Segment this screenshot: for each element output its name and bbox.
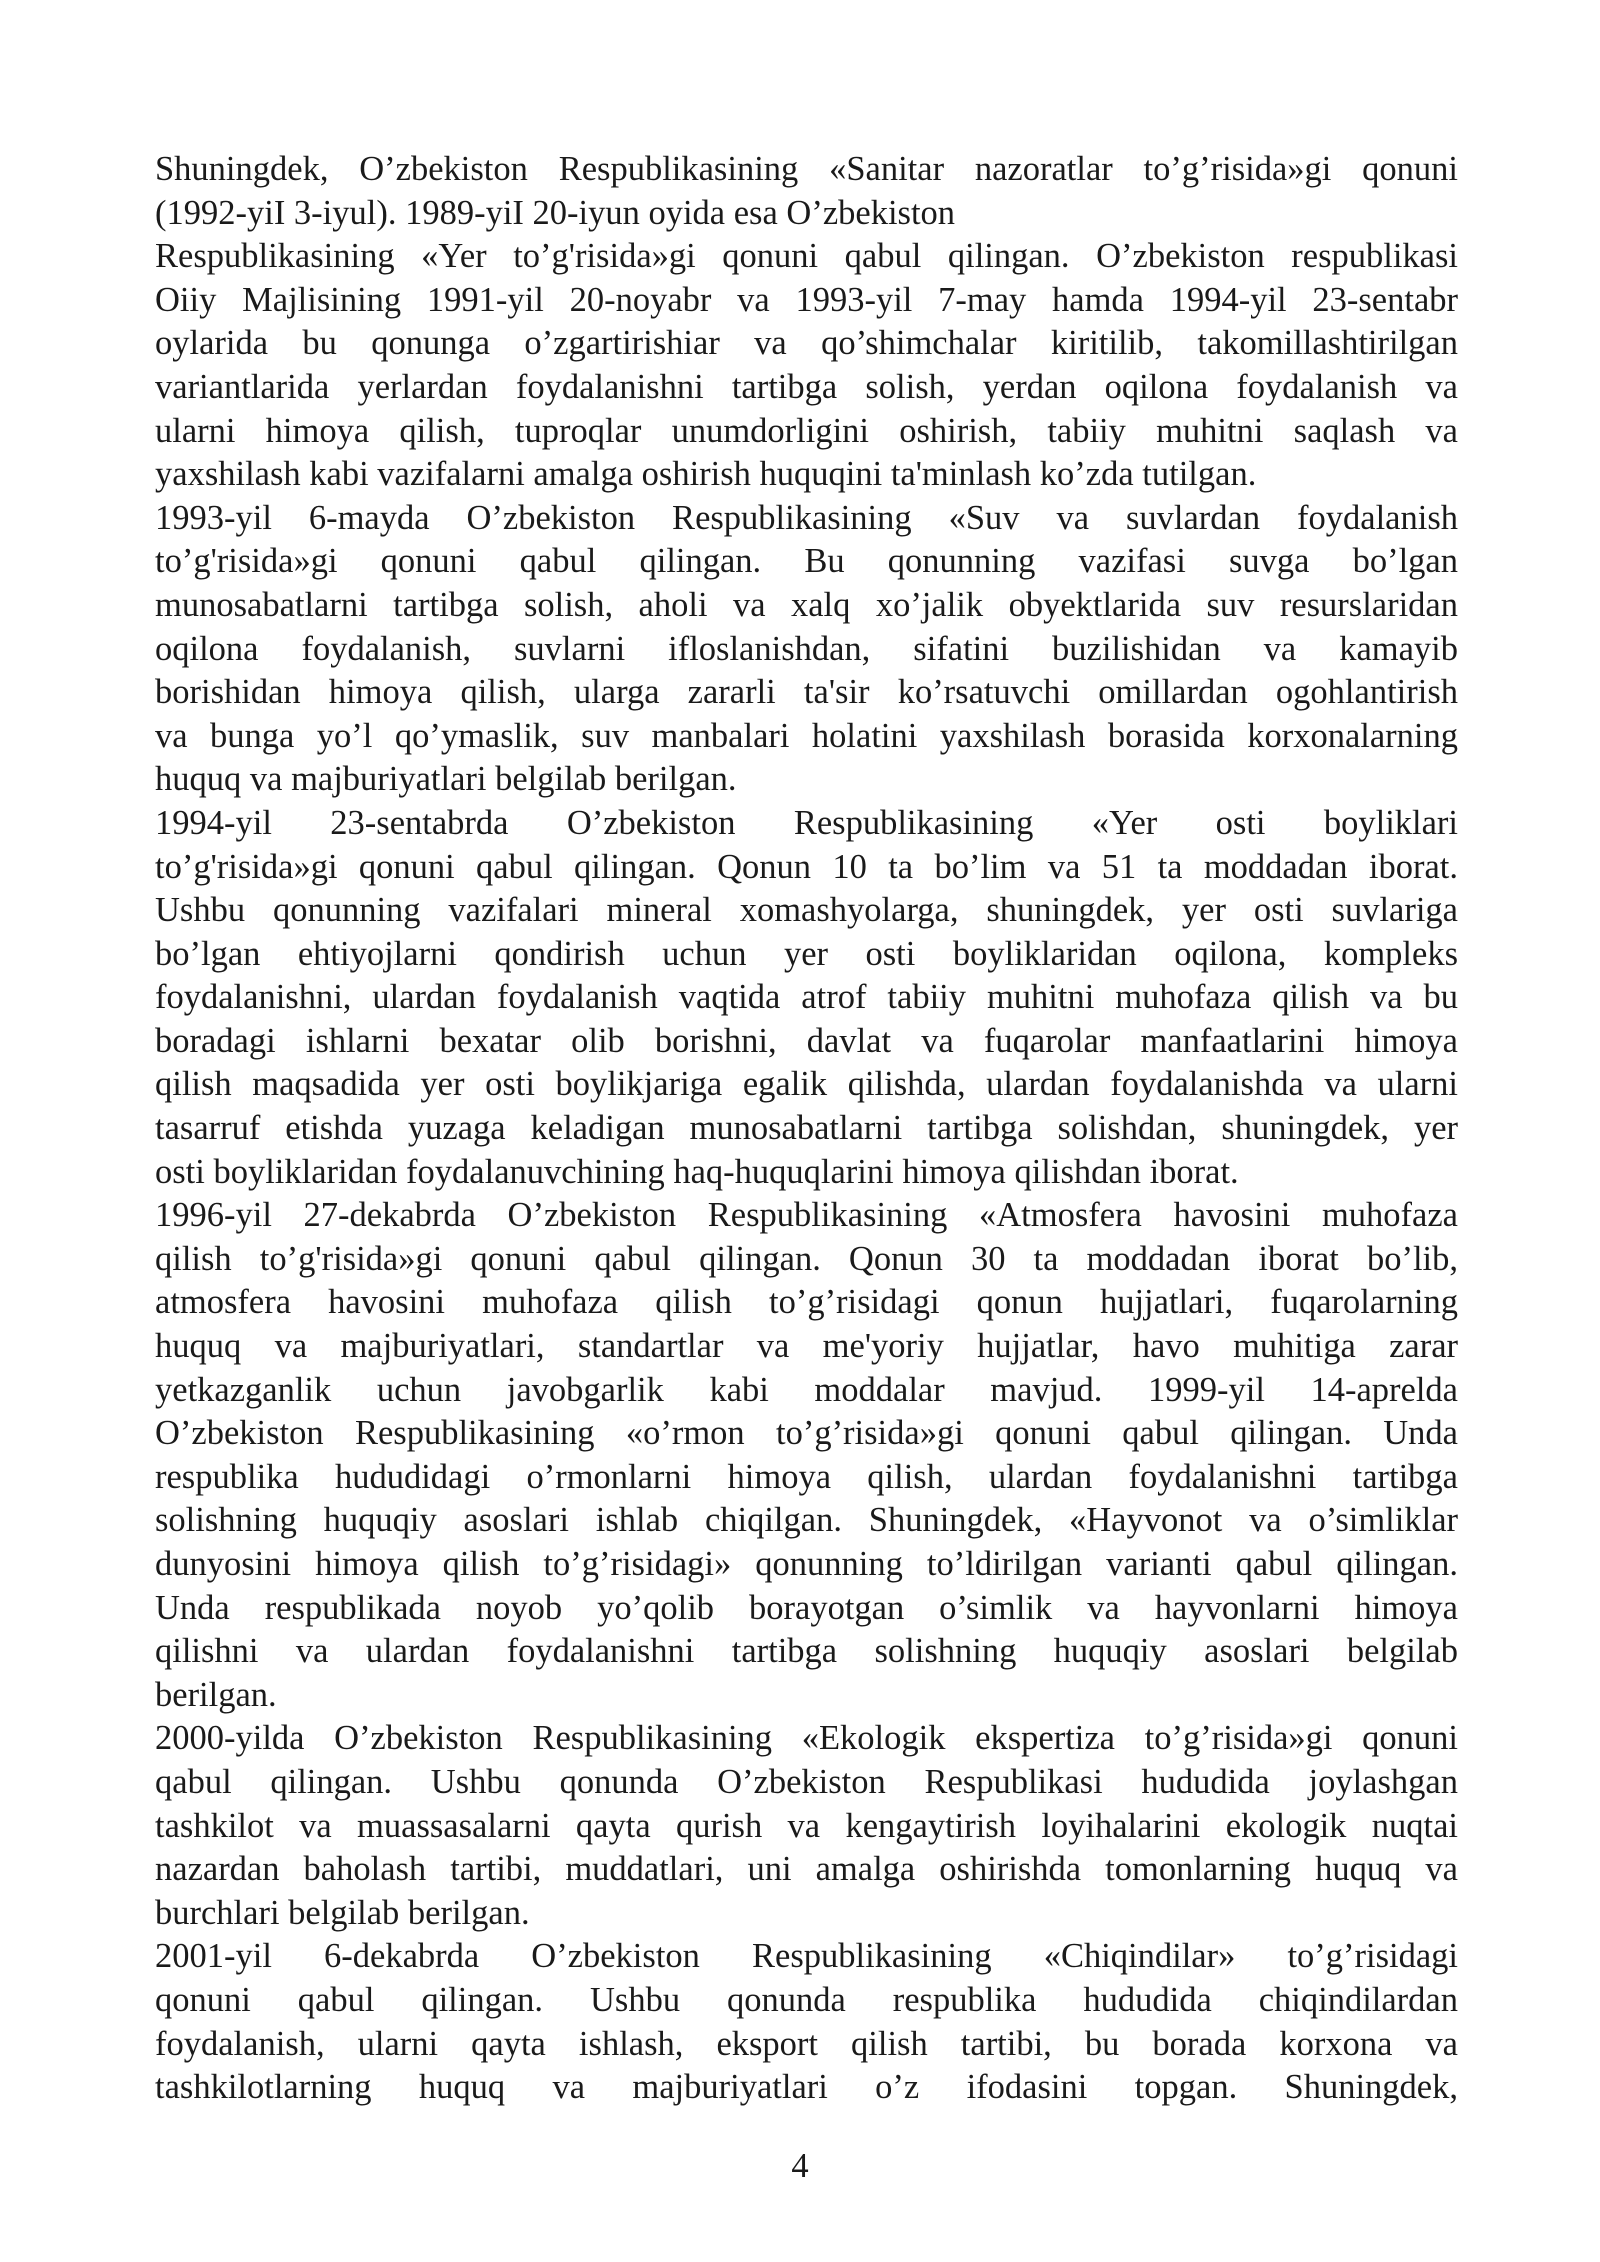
text-line: qabul qilingan. Ushbu qonunda O’zbekiston Respublikasi hududida joylashgan xyxy=(155,1762,1458,1801)
text-line: yaxshilash kabi vazifalarni amalga oshirish huquqini ta'minlash ko’zda tutilgan. xyxy=(155,455,1257,494)
text-line: osti boyliklaridan foydalanuvchining haq-huquqlarini himoya qilishdan iborat. xyxy=(155,1152,1239,1191)
text-line: variantlarida yerlardan foydalanishni tartibga solish, yerdan oqilona foydalanish va xyxy=(155,367,1458,406)
text-line: bo’lgan ehtiyojlarni qondirish uchun yer osti boyliklaridan oqilona, kompleks xyxy=(155,934,1458,973)
text-line: 2000-yilda O’zbekiston Respublikasining «Ekologik ekspertiza to’g’risida»gi qonuni xyxy=(155,1719,1458,1758)
text-line: Shuningdek, O’zbekiston Respublikasining «Sanitar nazoratlar to’g’risida»gi qonuni xyxy=(155,150,1458,188)
text-line: 1996-yil 27-dekabrda O’zbekiston Respublikasining «Atmosfera havosini muhofaza xyxy=(155,1196,1458,1235)
text-line: ularni himoya qilish, tuproqlar unumdorligini oshirish, tabiiy muhitni saqlash va xyxy=(155,411,1458,450)
text-line: Respublikasining «Yer to’g'risida»gi qonuni qabul qilingan. O’zbekiston respublikasi xyxy=(155,237,1458,276)
text-line: tasarruf etishda yuzaga keladigan munosabatlarni tartibga solishdan, shuningdek, yer xyxy=(155,1109,1458,1148)
text-line: atmosfera havosini muhofaza qilish to’g’risidagi qonun hujjatlari, fuqarolarning xyxy=(155,1283,1458,1322)
text-line: yetkazganlik uchun javobgarlik kabi moddalar mavjud. 1999-yil 14-aprelda xyxy=(155,1370,1458,1409)
text-line: 1993-yil 6-mayda O’zbekiston Respublikasining «Suv va suvlardan foydalanish xyxy=(155,498,1458,537)
text-line: O’zbekiston Respublikasining «o’rmon to’g’risida»gi qonuni qabul qilingan. Unda xyxy=(155,1414,1458,1453)
text-line: foydalanish, ularni qayta ishlash, eksport qilish tartibi, bu borada korxona va xyxy=(155,2024,1458,2063)
text-line: qonuni qabul qilingan. Ushbu qonunda respublika hududida chiqindilardan xyxy=(155,1980,1458,2019)
text-line: solishning huquqiy asoslari ishlab chiqilgan. Shuningdek, «Hayvonot va o’simliklar xyxy=(155,1501,1458,1540)
text-line: boradagi ishlarni bexatar olib borishni, davlat va fuqarolar manfaatlarini himoya xyxy=(155,1021,1458,1060)
text-line: va bunga yo’l qo’ymaslik, suv manbalari holatini yaxshilash borasida korxonalarning xyxy=(155,716,1458,755)
text-line: oqilona foydalanish, suvlarni ifloslanishdan, sifatini buzilishidan va kamayib xyxy=(155,629,1458,668)
text-line: qilish to’g'risida»gi qonuni qabul qilingan. Qonun 30 ta moddadan iborat bo’lib, xyxy=(155,1239,1458,1278)
text-line: huquq va majburiyatlari belgilab berilgan. xyxy=(155,760,737,799)
text-line: nazardan baholash tartibi, muddatlari, uni amalga oshirishda tomonlarning huquq va xyxy=(155,1850,1458,1889)
text-line: tashkilotlarning huquq va majburiyatlari o’z ifodasini topgan. Shuningdek, xyxy=(155,2068,1458,2107)
text-line: munosabatlarni tartibga solish, aholi va xalq xo’jalik obyektlarida suv resurslaridan xyxy=(155,585,1458,624)
page-number: 4 xyxy=(791,2147,809,2185)
text-line: oylarida bu qonunga o’zgartirishiar va qo’shimchalar kiritilib, takomillashtirilgan xyxy=(155,324,1458,363)
text-line: foydalanishni, ulardan foydalanish vaqtida atrof tabiiy muhitni muhofaza qilish va bu xyxy=(155,978,1458,1017)
text-line: borishidan himoya qilish, ularga zararli ta'sir ko’rsatuvchi omillardan ogohlantirish xyxy=(155,673,1458,712)
text-line: to’g'risida»gi qonuni qabul qilingan. Qonun 10 ta bo’lim va 51 ta moddadan iborat. xyxy=(155,847,1458,886)
text-line: respublika hududidagi o’rmonlarni himoya qilish, ulardan foydalanishni tartibga xyxy=(155,1457,1458,1496)
text-line: 2001-yil 6-dekabrda O’zbekiston Respublikasining «Chiqindilar» to’g’risidagi xyxy=(155,1937,1458,1976)
text-line: tashkilot va muassasalarni qayta qurish va kengaytirish loyihalarini ekologik nuqtai xyxy=(155,1806,1458,1845)
text-line: (1992-yiI 3-iyul). 1989-yiI 20-iyun oyida esa O’zbekiston xyxy=(155,193,956,232)
text-line: Ushbu qonunning vazifalari mineral xomashyolarga, shuningdek, yer osti suvlariga xyxy=(155,891,1458,930)
text-line: dunyosini himoya qilish to’g’risidagi» qonunning to’ldirilgan varianti qabul qilingan. xyxy=(155,1545,1458,1583)
document-body xyxy=(155,148,1458,2110)
text-line: to’g'risida»gi qonuni qabul qilingan. Bu qonunning vazifasi suvga bo’lgan xyxy=(155,542,1458,581)
text-line: Oiiy Majlisining 1991-yil 20-noyabr va 1993-yil 7-may hamda 1994-yil 23-sentabr xyxy=(155,280,1458,319)
text-line: qilishni va ulardan foydalanishni tartibga solishning huquqiy asoslari belgilab xyxy=(155,1632,1458,1671)
text-line: 1994-yil 23-sentabrda O’zbekiston Respublikasining «Yer osti boyliklari xyxy=(155,803,1458,842)
text-line: huquq va majburiyatlari, standartlar va me'yoriy hujjatlar, havo muhitiga zarar xyxy=(155,1327,1458,1366)
text-line: berilgan. xyxy=(155,1675,277,1714)
text-line: qilish maqsadida yer osti boylikjariga egalik qilishda, ulardan foydalanishda va ularni xyxy=(155,1065,1458,1104)
text-line: Unda respublikada noyob yo’qolib borayotgan o’simlik va hayvonlarni himoya xyxy=(155,1588,1458,1627)
text-line: burchlari belgilab berilgan. xyxy=(155,1893,530,1932)
